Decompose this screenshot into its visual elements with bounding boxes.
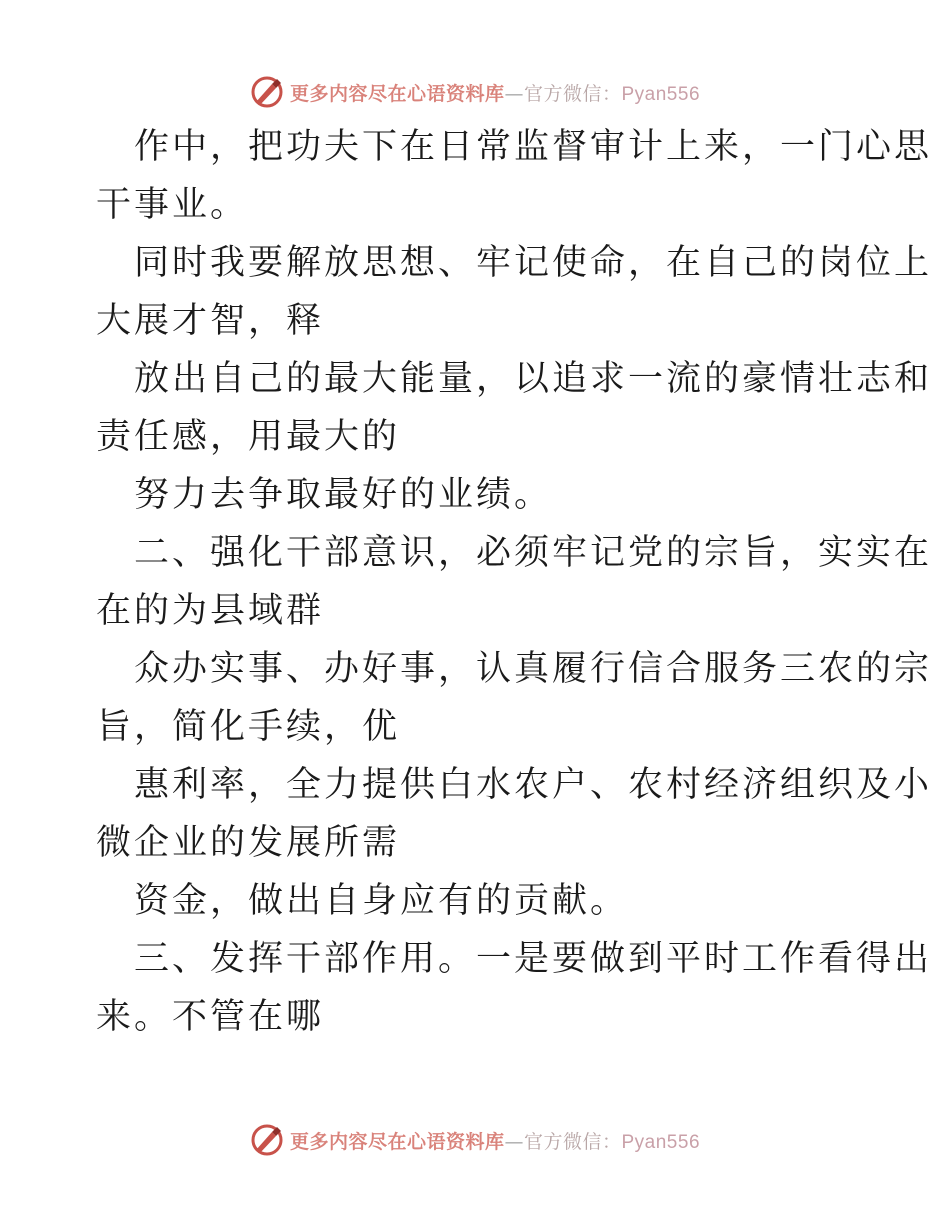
text-line: 大展才智，释	[96, 301, 325, 341]
pen-logo-icon	[250, 75, 284, 109]
text-line: 微企业的发展所需	[96, 823, 401, 863]
banner-content	[250, 75, 700, 109]
text-line: 资金，做出自身应有的贡献。	[134, 881, 629, 921]
banner-main-text: 更多内容尽在心语资料库	[289, 82, 505, 105]
banner-dash: —	[504, 1130, 524, 1153]
banner-wechat-label: 官方微信：	[523, 1130, 622, 1153]
banner-wechat-id: Pyan556	[621, 83, 701, 105]
header-banner	[0, 72, 950, 112]
text-line: 旨，简化手续，优	[96, 707, 401, 747]
text-line: 责任感，用最大的	[96, 417, 401, 457]
text-line: 在的为县域群	[96, 591, 325, 631]
banner-text	[290, 1127, 700, 1154]
text-line: 同时我要解放思想、牢记使命，在自己的岗位上	[134, 243, 933, 283]
banner-dash: —	[504, 82, 524, 105]
text-line: 二、强化干部意识，必须牢记党的宗旨，实实在	[134, 533, 933, 573]
banner-content	[250, 1123, 700, 1157]
banner-text	[290, 79, 700, 106]
pen-logo-icon	[250, 1123, 284, 1157]
text-line: 三、发挥干部作用。一是要做到平时工作看得出	[134, 939, 933, 979]
footer-banner	[0, 1120, 950, 1160]
text-line: 众办实事、办好事，认真履行信合服务三农的宗	[134, 649, 933, 689]
text-line: 放出自己的最大能量，以追求一流的豪情壮志和	[134, 359, 933, 399]
text-line: 努力去争取最好的业绩。	[134, 475, 553, 515]
document-body	[96, 118, 933, 1046]
text-line: 作中，把功夫下在日常监督审计上来，一门心思	[134, 127, 933, 167]
banner-wechat-label: 官方微信：	[523, 82, 622, 105]
text-line: 干事业。	[96, 185, 249, 225]
banner-wechat-id: Pyan556	[621, 1131, 701, 1153]
banner-main-text: 更多内容尽在心语资料库	[289, 1130, 505, 1153]
text-line: 惠利率，全力提供白水农户、农村经济组织及小	[134, 765, 933, 805]
text-line: 来。不管在哪	[96, 997, 325, 1037]
